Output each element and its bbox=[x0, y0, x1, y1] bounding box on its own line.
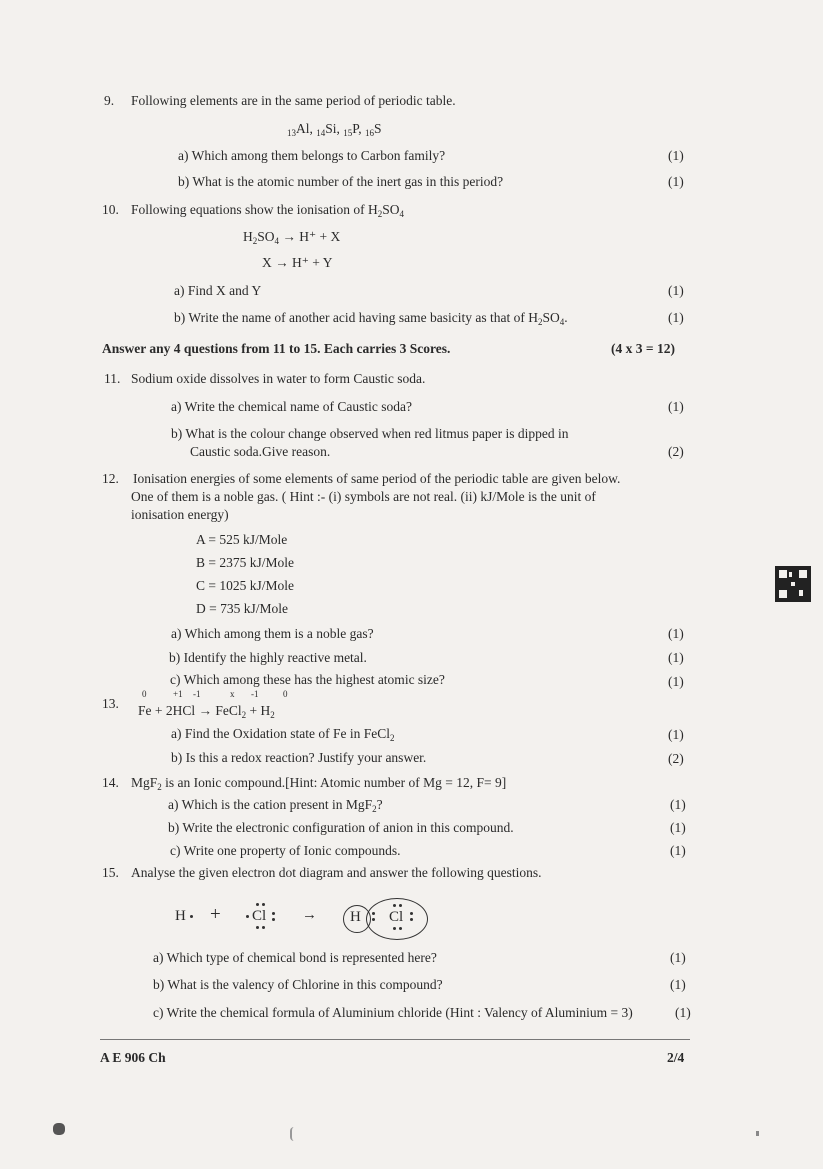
q13-ox-fe2: x bbox=[230, 689, 235, 699]
diagram-product-h: H bbox=[350, 909, 361, 925]
q12-value-d: D = 735 kJ/Mole bbox=[196, 601, 288, 616]
q9-elements: $_{13}$Al, $_{14}$Si, $_{15}$P, $_{16}$S bbox=[287, 121, 382, 138]
q15-part-a-mark: (1) bbox=[670, 950, 686, 965]
q15-stem: Analyse the given electron dot diagram and answer the following questions. bbox=[131, 865, 542, 880]
diagram-cl-electron-left bbox=[246, 915, 249, 918]
footer-page-number: 2/4 bbox=[667, 1050, 685, 1065]
q13-part-a-mark: (1) bbox=[668, 727, 684, 742]
q14-number: 14. bbox=[102, 775, 119, 790]
q13-part-b-mark: (2) bbox=[668, 751, 684, 766]
q12-number: 12. bbox=[102, 471, 119, 486]
q10-part-b-mark: (1) bbox=[668, 310, 684, 325]
q9-part-a: a) Which among them belongs to Carbon family? bbox=[178, 148, 446, 163]
q9-stem: Following elements are in the same period of periodic table. bbox=[131, 93, 456, 108]
q12-line1: Ionisation energies of some elements of same period of the periodic table are given below. bbox=[133, 471, 621, 486]
q13-ox-h: +1 bbox=[173, 689, 183, 699]
q14-part-c: c) Write one property of Ionic compounds. bbox=[170, 843, 401, 858]
q9-part-b: b) What is the atomic number of the inert gas in this period? bbox=[178, 174, 504, 189]
diagram-shared-electron bbox=[372, 918, 375, 921]
scan-blemish bbox=[53, 1123, 65, 1135]
q12-part-b-mark: (1) bbox=[668, 650, 684, 665]
q10-number: 10. bbox=[102, 202, 119, 217]
q15-part-c: c) Write the chemical formula of Aluminium chloride (Hint : Valency of Aluminium = 3) bbox=[153, 1005, 633, 1020]
q10-part-a: a) Find X and Y bbox=[174, 283, 262, 298]
q14-part-c-mark: (1) bbox=[670, 843, 686, 858]
q12-part-a: a) Which among them is a noble gas? bbox=[171, 626, 374, 641]
q12-value-a: A = 525 kJ/Mole bbox=[196, 532, 288, 547]
q10-equation-2: X → H⁺ + Y bbox=[262, 255, 333, 270]
q10-stem: Following equations show the ionisation of $H_2SO_4$ bbox=[131, 202, 405, 219]
section-score: (4 x 3 = 12) bbox=[611, 341, 675, 356]
diagram-cl-dot bbox=[272, 912, 275, 915]
diagram-pcl-dot bbox=[410, 912, 413, 915]
q11-part-a-mark: (1) bbox=[668, 399, 684, 414]
diagram-chlorine: Cl bbox=[252, 908, 267, 924]
q12-value-b: B = 2375 kJ/Mole bbox=[196, 555, 294, 570]
qr-code bbox=[775, 566, 811, 602]
q10-part-b: b) Write the name of another acid having same basicity as that of $H_2SO_4$. bbox=[174, 310, 568, 327]
q13-part-b: b) Is this a redox reaction? Justify your answer. bbox=[171, 750, 427, 765]
q10-part-a-mark: (1) bbox=[668, 283, 684, 298]
q12-part-a-mark: (1) bbox=[668, 626, 684, 641]
q12-part-c-mark: (1) bbox=[668, 674, 684, 689]
q11-part-b-line2: Caustic soda.Give reason. bbox=[190, 444, 331, 459]
q14-part-a: a) Which is the cation present in MgF$_2$? bbox=[168, 797, 383, 814]
q11-stem: Sodium oxide dissolves in water to form Caustic soda. bbox=[131, 371, 426, 386]
diagram-pcl-dot bbox=[399, 927, 402, 930]
q13-equation: Fe + 2HCl → FeCl$_2$ + $H_2$ bbox=[138, 703, 275, 720]
diagram-plus: + bbox=[210, 904, 221, 925]
diagram-cl-dot bbox=[262, 926, 265, 929]
diagram-cl-dot bbox=[256, 903, 259, 906]
diagram-hydrogen: H bbox=[175, 908, 186, 924]
diagram-product-cl: Cl bbox=[389, 909, 404, 925]
q14-part-a-mark: (1) bbox=[670, 797, 686, 812]
q15-part-a: a) Which type of chemical bond is represented here? bbox=[153, 950, 437, 965]
diagram-cl-dot bbox=[272, 918, 275, 921]
q15-number: 15. bbox=[102, 865, 119, 880]
q10-equation-1: $H_2SO_4 \to H^+ + X$ bbox=[243, 229, 341, 246]
q15-part-b-mark: (1) bbox=[670, 977, 686, 992]
q11-number: 11. bbox=[104, 371, 121, 386]
q12-line3: ionisation energy) bbox=[131, 507, 229, 522]
q11-part-b-line1: b) What is the colour change observed when red litmus paper is dipped in bbox=[171, 426, 569, 441]
q13-ox-cl: -1 bbox=[193, 689, 201, 699]
q11-part-b-mark: (2) bbox=[668, 444, 684, 459]
footer-paper-code: A E 906 Ch bbox=[100, 1050, 166, 1065]
q13-part-a: a) Find the Oxidation state of Fe in FeCl$_2$ bbox=[171, 726, 395, 743]
diagram-pcl-dot bbox=[399, 904, 402, 907]
scan-blemish bbox=[756, 1131, 759, 1136]
q14-part-b-mark: (1) bbox=[670, 820, 686, 835]
diagram-pcl-dot bbox=[393, 904, 396, 907]
diagram-pcl-dot bbox=[393, 927, 396, 930]
q13-ox-fe: 0 bbox=[142, 689, 147, 699]
diagram-shared-electron bbox=[372, 912, 375, 915]
q14-part-b: b) Write the electronic configuration of anion in this compound. bbox=[168, 820, 514, 835]
diagram-arrow: → bbox=[302, 907, 317, 923]
diagram-cl-dot bbox=[262, 903, 265, 906]
q9-part-a-mark: (1) bbox=[668, 148, 684, 163]
q12-line2: One of them is a noble gas. ( Hint :- (i) symbols are not real. (ii) kJ/Mole is the unit of bbox=[131, 489, 596, 504]
q9-part-b-mark: (1) bbox=[668, 174, 684, 189]
q12-value-c: C = 1025 kJ/Mole bbox=[196, 578, 294, 593]
q9-number: 9. bbox=[104, 93, 115, 108]
q13-ox-cl2: -1 bbox=[251, 689, 259, 699]
q13-ox-h2: 0 bbox=[283, 689, 288, 699]
diagram-h-electron bbox=[190, 915, 193, 918]
section-instruction: Answer any 4 questions from 11 to 15. Each carries 3 Scores. bbox=[102, 341, 451, 356]
q15-part-c-mark: (1) bbox=[675, 1005, 691, 1020]
q12-part-c: c) Which among these has the highest atomic size? bbox=[170, 672, 445, 687]
q12-part-b: b) Identify the highly reactive metal. bbox=[169, 650, 367, 665]
footer-divider bbox=[100, 1039, 690, 1040]
scan-blemish bbox=[290, 1127, 298, 1141]
diagram-pcl-dot bbox=[410, 918, 413, 921]
q14-stem: MgF$_2$ is an Ionic compound.[Hint: Atomic number of Mg = 12, F= 9] bbox=[131, 775, 507, 792]
q15-part-b: b) What is the valency of Chlorine in this compound? bbox=[153, 977, 443, 992]
q11-part-a: a) Write the chemical name of Caustic soda? bbox=[171, 399, 412, 414]
q13-number: 13. bbox=[102, 696, 119, 711]
diagram-cl-dot bbox=[256, 926, 259, 929]
